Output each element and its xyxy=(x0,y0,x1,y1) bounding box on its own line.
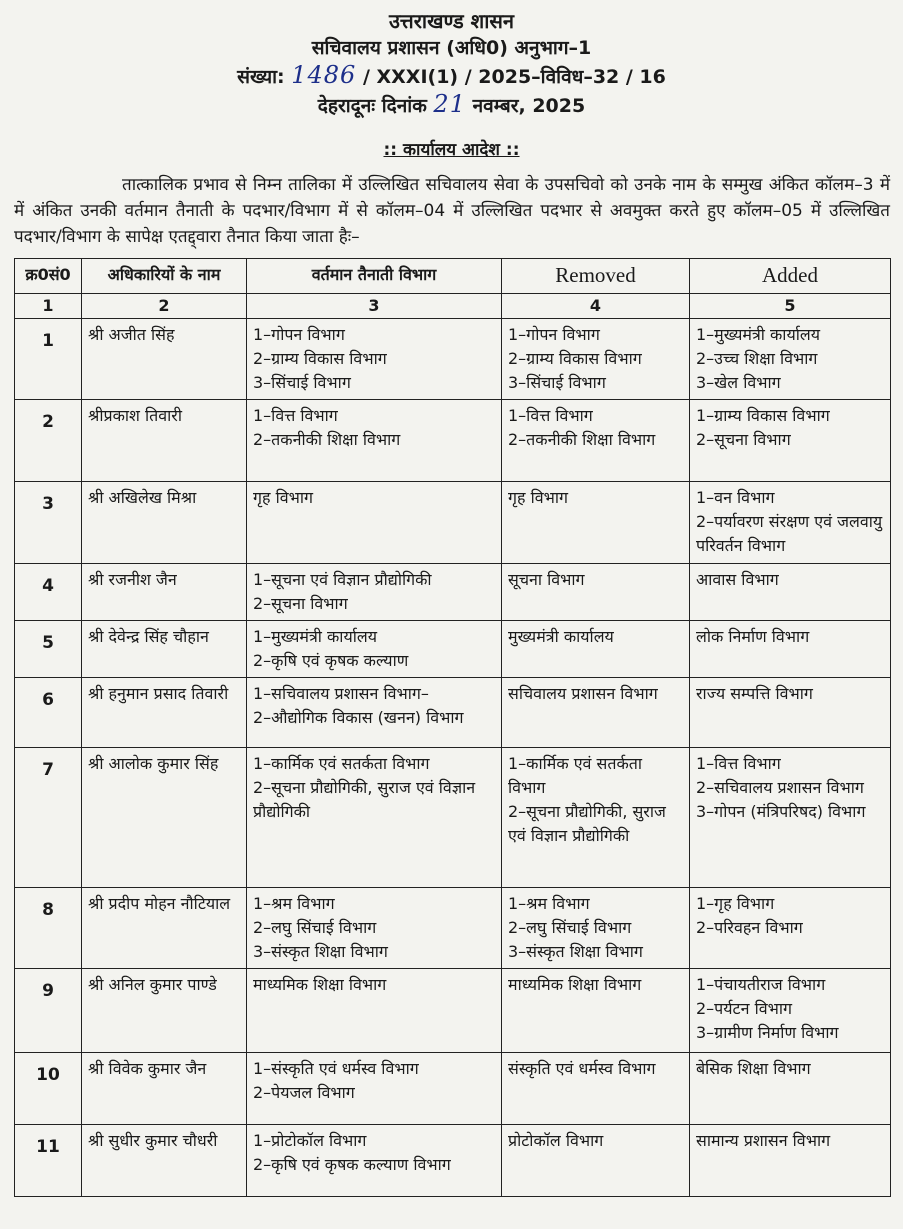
order-title: :: कार्यालय आदेश :: xyxy=(383,140,520,160)
column-number-row xyxy=(15,294,891,319)
removed-departments xyxy=(502,969,690,1053)
posting-table xyxy=(14,258,891,1197)
department-item: आवास विभाग xyxy=(696,570,779,589)
number-label: संख्या: xyxy=(237,66,285,88)
department-item: 1–वित्त विभाग xyxy=(508,406,593,425)
number-suffix: / XXXI(1) / 2025–विविध–32 / 16 xyxy=(362,66,666,88)
added-departments xyxy=(690,482,891,564)
header-added: Added xyxy=(690,259,891,294)
current-departments xyxy=(247,621,502,678)
serial-number: 6 xyxy=(15,678,82,748)
department-item: 1–कार्मिक एवं सतर्कता विभाग xyxy=(253,754,430,773)
serial-number: 4 xyxy=(15,564,82,621)
department-item: 1–संस्कृति एवं धर्मस्व विभाग xyxy=(253,1059,419,1078)
serial-number: 9 xyxy=(15,969,82,1053)
column-number: 1 xyxy=(15,294,82,319)
order-paragraph xyxy=(14,172,890,250)
department-item: 2–परिवहन विभाग xyxy=(696,918,803,937)
department-item: लोक निर्माण विभाग xyxy=(696,627,810,646)
department-item: 3–गोपन (मंत्रिपरिषद) विभाग xyxy=(696,802,866,821)
department-item: 2–उच्च शिक्षा विभाग xyxy=(696,349,818,368)
serial-number: 10 xyxy=(15,1053,82,1125)
table-row xyxy=(15,319,891,400)
header-sno: क्र0सं0 xyxy=(15,259,82,294)
department-item: 1–गृह विभाग xyxy=(696,894,775,913)
officer-name: श्री अजीत सिंह xyxy=(82,319,247,400)
department-item: सचिवालय प्रशासन विभाग xyxy=(508,684,658,703)
added-departments xyxy=(690,564,891,621)
officer-name: श्री अनिल कुमार पाण्डे xyxy=(82,969,247,1053)
department-item: 2–तकनीकी शिक्षा विभाग xyxy=(508,430,656,449)
department-item: 1–वित्त विभाग xyxy=(253,406,338,425)
place-date xyxy=(0,91,903,120)
added-departments xyxy=(690,888,891,969)
department-item: 1–श्रम विभाग xyxy=(253,894,335,913)
header-row xyxy=(15,259,891,294)
officer-name: श्रीप्रकाश तिवारी xyxy=(82,400,247,482)
department-item: 2–पर्यटन विभाग xyxy=(696,999,793,1018)
department-item: 2–तकनीकी शिक्षा विभाग xyxy=(253,430,401,449)
officer-name: श्री विवेक कुमार जैन xyxy=(82,1053,247,1125)
department-item: 2–कृषि एवं कृषक कल्याण विभाग xyxy=(253,1155,451,1174)
current-departments xyxy=(247,969,502,1053)
letter-header xyxy=(0,8,903,120)
department-item: 1–मुख्यमंत्री कार्यालय xyxy=(253,627,378,646)
department-item: 2–औद्योगिक विकास (खनन) विभाग xyxy=(253,708,464,727)
removed-departments xyxy=(502,482,690,564)
table-row xyxy=(15,888,891,969)
added-departments xyxy=(690,969,891,1053)
added-departments xyxy=(690,748,891,888)
header-current: वर्तमान तैनाती विभाग xyxy=(247,259,502,294)
department-item: 3–सिंचाई विभाग xyxy=(253,373,351,392)
department-item: गृह विभाग xyxy=(508,488,569,507)
department-item: 2–सूचना प्रौद्योगिकी, सुराज एवं विज्ञान प्रौद्योगिकी xyxy=(508,802,666,845)
added-departments xyxy=(690,1053,891,1125)
department-item: राज्य सम्पत्ति विभाग xyxy=(696,684,813,703)
department-item: 2–ग्राम्य विकास विभाग xyxy=(253,349,387,368)
place-label: देहरादूनः दिनांक xyxy=(317,95,427,117)
added-departments xyxy=(690,678,891,748)
column-number: 3 xyxy=(247,294,502,319)
department-item: 2–सूचना विभाग xyxy=(696,430,791,449)
removed-departments xyxy=(502,748,690,888)
current-departments xyxy=(247,400,502,482)
table-row xyxy=(15,564,891,621)
department-item: प्रोटोकॉल विभाग xyxy=(508,1131,604,1150)
removed-departments xyxy=(502,678,690,748)
current-departments xyxy=(247,1125,502,1197)
department-item: 3–खेल विभाग xyxy=(696,373,781,392)
current-departments xyxy=(247,678,502,748)
department-item: सामान्य प्रशासन विभाग xyxy=(696,1131,831,1150)
current-departments xyxy=(247,888,502,969)
column-number: 5 xyxy=(690,294,891,319)
column-number: 4 xyxy=(502,294,690,319)
department-item: माध्यमिक शिक्षा विभाग xyxy=(508,975,642,994)
officer-name: श्री आलोक कुमार सिंह xyxy=(82,748,247,888)
officer-name: श्री अखिलेख मिश्रा xyxy=(82,482,247,564)
removed-departments xyxy=(502,564,690,621)
department-item: बेसिक शिक्षा विभाग xyxy=(696,1059,811,1078)
serial-number: 7 xyxy=(15,748,82,888)
officer-name: श्री सुधीर कुमार चौधरी xyxy=(82,1125,247,1197)
serial-number: 11 xyxy=(15,1125,82,1197)
department-item: 2–सूचना प्रौद्योगिकी, सुराज एवं विज्ञान प्रौद्योगिकी xyxy=(253,778,476,821)
officer-name: श्री प्रदीप मोहन नौटियाल xyxy=(82,888,247,969)
officer-name: श्री हनुमान प्रसाद तिवारी xyxy=(82,678,247,748)
table-row xyxy=(15,969,891,1053)
removed-departments xyxy=(502,1125,690,1197)
handwritten-number: 1486 xyxy=(291,61,357,89)
department-item: 2–सूचना विभाग xyxy=(253,594,348,613)
government-title: उत्तराखण्ड शासन xyxy=(388,9,515,33)
table-row xyxy=(15,748,891,888)
department-item: माध्यमिक शिक्षा विभाग xyxy=(253,975,387,994)
department-item: गृह विभाग xyxy=(253,488,314,507)
current-departments xyxy=(247,1053,502,1125)
officer-name: श्री रजनीश जैन xyxy=(82,564,247,621)
removed-departments xyxy=(502,888,690,969)
current-departments xyxy=(247,564,502,621)
date-suffix: नवम्बर, 2025 xyxy=(472,95,586,117)
table-row xyxy=(15,1125,891,1197)
serial-number: 1 xyxy=(15,319,82,400)
department-item: 1–कार्मिक एवं सतर्कता विभाग xyxy=(508,754,643,797)
reference-number xyxy=(0,62,903,91)
department-item: 1–प्रोटोकॉल विभाग xyxy=(253,1131,367,1150)
department-title: सचिवालय प्रशासन (अधि0) अनुभाग–1 xyxy=(311,37,592,59)
department-item: 1–सूचना एवं विज्ञान प्रौद्योगिकी xyxy=(253,570,432,589)
department-item: 1–श्रम विभाग xyxy=(508,894,590,913)
paragraph-text: तात्कालिक प्रभाव से निम्न तालिका में उल्लिखित सचिवालय सेवा के उपसचिवो को उनके नाम के सम्मुख अंकित कॉलम–3 में में अंकित उनकी वर्तमान तैनाती के पदभार/विभाग में से कॉलम–04 में उल्लिखित पदभार से अवमुक्त करते हुए कॉलम–05 में उल्लिखित पदभार/विभाग के सापेक्ष एतद्द्वारा तैनात किया जाता हैः– xyxy=(14,175,890,247)
department-item: 1–वित्त विभाग xyxy=(696,754,781,773)
department-item: 2–पेयजल विभाग xyxy=(253,1083,355,1102)
added-departments xyxy=(690,621,891,678)
table-row xyxy=(15,678,891,748)
department-item: मुख्यमंत्री कार्यालय xyxy=(508,627,614,646)
department-item: 1–वन विभाग xyxy=(696,488,775,507)
department-item: 3–संस्कृत शिक्षा विभाग xyxy=(253,942,388,961)
department-item: 2–लघु सिंचाई विभाग xyxy=(508,918,632,937)
department-item: 2–लघु सिंचाई विभाग xyxy=(253,918,377,937)
removed-departments xyxy=(502,400,690,482)
department-item: 1–गोपन विभाग xyxy=(253,325,345,344)
table-row xyxy=(15,400,891,482)
serial-number: 3 xyxy=(15,482,82,564)
department-item: 3–सिंचाई विभाग xyxy=(508,373,606,392)
removed-departments xyxy=(502,1053,690,1125)
department-item: संस्कृति एवं धर्मस्व विभाग xyxy=(508,1059,656,1078)
department-item: 2–पर्यावरण संरक्षण एवं जलवायु परिवर्तन विभाग xyxy=(696,512,883,555)
serial-number: 2 xyxy=(15,400,82,482)
added-departments xyxy=(690,400,891,482)
added-departments xyxy=(690,319,891,400)
department-item: 1–पंचायतीराज विभाग xyxy=(696,975,826,994)
serial-number: 8 xyxy=(15,888,82,969)
handwritten-date: 21 xyxy=(433,90,466,118)
header-removed: Removed xyxy=(502,259,690,294)
department-item: 1–मुख्यमंत्री कार्यालय xyxy=(696,325,821,344)
table-row xyxy=(15,482,891,564)
current-departments xyxy=(247,482,502,564)
department-item: 3–संस्कृत शिक्षा विभाग xyxy=(508,942,643,961)
department-item: 3–ग्रामीण निर्माण विभाग xyxy=(696,1023,839,1042)
department-item: 1–ग्राम्य विकास विभाग xyxy=(696,406,830,425)
department-item: 2–ग्राम्य विकास विभाग xyxy=(508,349,642,368)
removed-departments xyxy=(502,621,690,678)
officer-name: श्री देवेन्द्र सिंह चौहान xyxy=(82,621,247,678)
table-row xyxy=(15,1053,891,1125)
column-number: 2 xyxy=(82,294,247,319)
department-item: 2–कृषि एवं कृषक कल्याण xyxy=(253,651,409,670)
department-item: 1–सचिवालय प्रशासन विभाग– xyxy=(253,684,429,703)
department-item: 2–सचिवालय प्रशासन विभाग xyxy=(696,778,864,797)
department-item: सूचना विभाग xyxy=(508,570,585,589)
removed-departments xyxy=(502,319,690,400)
added-departments xyxy=(690,1125,891,1197)
table-row xyxy=(15,621,891,678)
department-item: 1–गोपन विभाग xyxy=(508,325,600,344)
header-name: अधिकारियों के नाम xyxy=(82,259,247,294)
serial-number: 5 xyxy=(15,621,82,678)
current-departments xyxy=(247,319,502,400)
current-departments xyxy=(247,748,502,888)
